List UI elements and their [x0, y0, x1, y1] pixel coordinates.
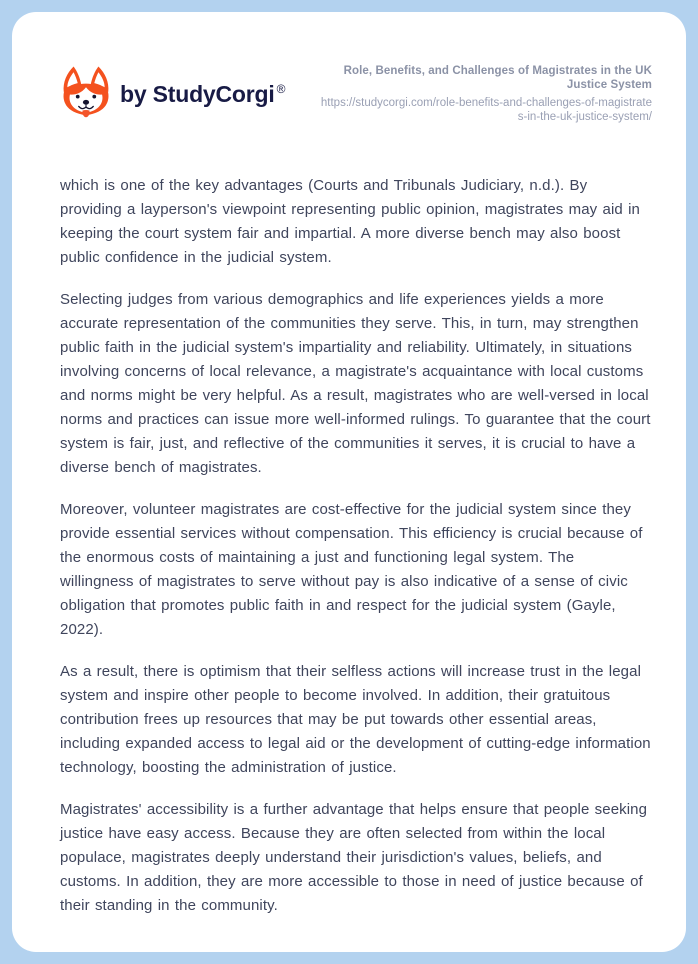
document-title: Role, Benefits, and Challenges of Magistrates in the UK Justice System [343, 65, 652, 91]
paragraph-5: Magistrates' accessibility is a further advantage that helps ensure that people seeking justice have easy access. Because they are often selected from within the local populace, magistrates deeply understand their jurisdiction's values, beliefs, and customs. In addition, they are more accessible to those in need of justice because of their standing in the community. [60, 801, 648, 914]
corgi-logo-icon [60, 65, 112, 123]
brand-name: by StudyCorgi ® [120, 80, 286, 107]
document-meta [317, 64, 652, 124]
paragraph-1: which is one of the key advantages (Courts and Tribunals Judiciary, n.d.). By providing a layperson's viewpoint representing public opinion, magistrates may aid in keeping the court system fair and impartial. A more diverse bench may also boost public confidence in the judicial system. [60, 177, 641, 266]
page-header [60, 64, 652, 124]
paragraph-3: Moreover, volunteer magistrates are cost-effective for the judicial system since they provide essential services without compensation. This efficiency is crucial because of the enormous costs of maintaining a just and functioning legal system. The willingness of magistrates to serve without pay is also indicative of a sense of civic obligation that promotes public faith in and respect for the judicial system (Gayle, 2022). [60, 501, 643, 638]
paragraph-4: As a result, there is optimism that their selfless actions will increase trust in the legal system and inspire other people to become involved. In addition, their gratuitous contribution frees up resources that may be put towards other essential areas, including expanded access to legal aid or the development of cutting-edge information technology, boosting the administration of justice. [60, 663, 651, 776]
document-body [60, 174, 652, 918]
document-page-card [12, 12, 686, 952]
registered-trademark: ® [276, 81, 286, 96]
document-url-link[interactable]: https://studycorgi.com/role-benefits-and-challenges-of-magistrates-in-the-uk-justice-system/ [320, 97, 652, 123]
studycorgi-logo[interactable] [60, 65, 285, 123]
paragraph-2: Selecting judges from various demographics and life experiences yields a more accurate representation of the communities they serve. This, in turn, may strengthen public faith in the judicial system's impartiality and reliability. Ultimately, in situations involving concerns of local relevance, a magistrate's acquaintance with local customs and norms might be very helpful. As a result, magistrates who are well-versed in local norms and practices can issue more well-informed rulings. To guarantee that the court system is fair, just, and reflective of the communities it serves, it is crucial to have a diverse bench of magistrates. [60, 291, 651, 476]
